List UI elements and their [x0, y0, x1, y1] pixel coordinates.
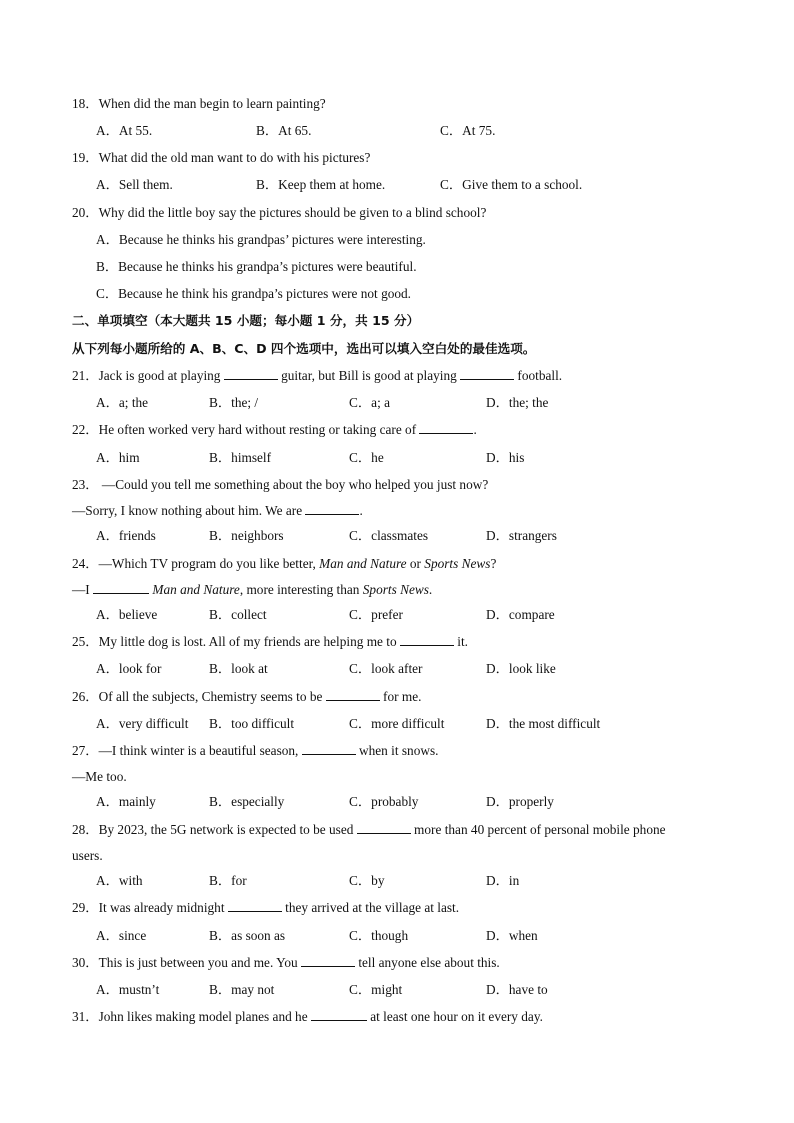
question-30	[72, 954, 500, 972]
option-20-a: A．Because he thinks his grandpas’ pictures were interesting.	[96, 232, 426, 247]
option-21-d: D．the; the	[486, 395, 549, 410]
question-24-text-end: .	[428, 582, 433, 597]
option-25-c: C．look after	[349, 661, 423, 676]
answer-blank	[93, 581, 149, 594]
question-28-text-b: more than 40 percent of personal mobile phone	[410, 822, 666, 837]
option-24-d: D．compare	[486, 607, 555, 622]
question-24-text-a: 24．—Which TV program do you like better,	[72, 556, 320, 571]
option-23-a: A．friends	[96, 528, 156, 543]
question-21-text-b: guitar, but Bill is good at playing	[277, 368, 461, 383]
answer-blank	[224, 367, 278, 380]
question-26-text-b: for me.	[379, 689, 422, 704]
option-27-c: C．probably	[349, 794, 419, 809]
answer-blank	[228, 899, 282, 912]
question-25-text-a: 25．My little dog is lost. All of my friends are helping me to	[72, 634, 400, 649]
option-29-c: C．though	[349, 928, 409, 943]
question-21-text-c: football.	[514, 368, 563, 383]
answer-blank	[302, 742, 356, 755]
answer-blank	[326, 688, 380, 701]
option-30-b: B．may not	[209, 982, 275, 997]
question-22-text-a: 22．He often worked very hard without resting or taking care of	[72, 422, 420, 437]
option-19-b: B．Keep them at home.	[256, 177, 386, 192]
option-21-a: A．a; the	[96, 395, 149, 410]
option-28-c: C．by	[349, 873, 385, 888]
option-23-c: C．classmates	[349, 528, 429, 543]
option-25-a: A．look for	[96, 661, 162, 676]
question-22-text-b: .	[473, 422, 477, 437]
question-19: 19．What did the old man want to do with his pictures?	[72, 150, 371, 165]
question-31-text-b: at least one hour on it every day.	[366, 1009, 543, 1024]
option-30-c: C．might	[349, 982, 403, 997]
section-instruction: 从下列每小题所给的 A、B、C、D 四个选项中，选出可以填入空白处的最佳选项。	[72, 341, 536, 356]
question-21	[72, 367, 562, 385]
question-31	[72, 1008, 543, 1026]
question-30-text-a: 30．This is just between you and me. You	[72, 955, 301, 970]
option-22-a: A．him	[96, 450, 140, 465]
question-27-text-a: 27．—I think winter is a beautiful season,	[72, 743, 302, 758]
question-21-text-a: 21．Jack is good at playing	[72, 368, 224, 383]
option-26-c: C．more difficult	[349, 716, 445, 731]
option-18-b: B．At 65.	[256, 123, 312, 138]
option-30-a: A．mustn’t	[96, 982, 160, 997]
program-name: Man and Nature	[152, 582, 240, 597]
program-name: Man and Nature	[319, 556, 407, 571]
question-25-text-b: it.	[453, 634, 469, 649]
question-27	[72, 742, 438, 760]
answer-blank	[400, 633, 454, 646]
option-22-d: D．his	[486, 450, 525, 465]
option-29-d: D．when	[486, 928, 538, 943]
option-25-d: D．look like	[486, 661, 556, 676]
answer-blank	[301, 954, 355, 967]
option-28-a: A．with	[96, 873, 143, 888]
question-28	[72, 821, 666, 839]
question-18: 18．When did the man begin to learn painting?	[72, 96, 326, 111]
question-24-text-or: or	[406, 556, 425, 571]
option-19-a: A．Sell them.	[96, 177, 173, 192]
question-24-text-mid: , more interesting than	[239, 582, 363, 597]
option-18-a: A．At 55.	[96, 123, 153, 138]
question-23: 23． —Could you tell me something about the boy who helped you just now?	[72, 477, 489, 492]
option-28-b: B．for	[209, 873, 247, 888]
option-29-a: A．since	[96, 928, 147, 943]
question-27-reply: —Me too.	[72, 769, 127, 784]
question-24-text-end: ?	[490, 556, 497, 571]
question-22	[72, 421, 477, 439]
question-24	[72, 555, 496, 573]
option-24-a: A．believe	[96, 607, 158, 622]
option-19-c: C．Give them to a school.	[440, 177, 583, 192]
option-26-d: D．the most difficult	[486, 716, 601, 731]
question-24-text-b: —I	[72, 582, 94, 597]
question-29-text-b: they arrived at the village at last.	[281, 900, 460, 915]
option-28-d: D．in	[486, 873, 520, 888]
program-name: Sports News	[424, 556, 491, 571]
program-name: Sports News	[362, 582, 429, 597]
option-23-b: B．neighbors	[209, 528, 284, 543]
question-28-cont: users.	[72, 848, 103, 863]
option-22-b: B．himself	[209, 450, 272, 465]
question-28-text-a: 28．By 2023, the 5G network is expected to be used	[72, 822, 357, 837]
option-20-b: B．Because he thinks his grandpa’s pictures were beautiful.	[96, 259, 417, 274]
option-25-b: B．look at	[209, 661, 268, 676]
option-24-c: C．prefer	[349, 607, 403, 622]
question-20: 20．Why did the little boy say the pictures should be given to a blind school?	[72, 205, 487, 220]
answer-blank	[311, 1008, 367, 1021]
question-23-reply	[72, 502, 363, 520]
question-23-text-b: —Sorry, I know nothing about him. We are	[72, 503, 306, 518]
option-24-b: B．collect	[209, 607, 267, 622]
option-18-c: C．At 75.	[440, 123, 496, 138]
answer-blank	[419, 421, 473, 434]
option-30-d: D．have to	[486, 982, 548, 997]
option-26-b: B．too difficult	[209, 716, 295, 731]
question-29	[72, 899, 459, 917]
option-26-a: A．very difficult	[96, 716, 189, 731]
question-27-text-b: when it snows.	[355, 743, 439, 758]
option-27-d: D．properly	[486, 794, 554, 809]
question-30-text-b: tell anyone else about this.	[355, 955, 500, 970]
answer-blank	[305, 502, 359, 515]
option-27-b: B．especially	[209, 794, 285, 809]
option-21-c: C．a; a	[349, 395, 390, 410]
option-20-c: C．Because he think his grandpa’s pictures were not good.	[96, 286, 411, 301]
answer-blank	[357, 821, 411, 834]
question-23-text-c: .	[359, 503, 363, 518]
option-22-c: C．he	[349, 450, 384, 465]
question-24-reply	[72, 581, 432, 599]
question-26	[72, 688, 421, 706]
section-title: 二、单项填空（本大题共 15 小题；每小题 1 分，共 15 分）	[72, 313, 420, 328]
question-25	[72, 633, 468, 651]
option-29-b: B．as soon as	[209, 928, 286, 943]
question-26-text-a: 26．Of all the subjects, Chemistry seems to be	[72, 689, 326, 704]
option-21-b: B．the; /	[209, 395, 259, 410]
answer-blank	[460, 367, 514, 380]
option-23-d: D．strangers	[486, 528, 557, 543]
question-29-text-a: 29．It was already midnight	[72, 900, 228, 915]
question-31-text-a: 31．John likes making model planes and he	[72, 1009, 311, 1024]
option-27-a: A．mainly	[96, 794, 156, 809]
